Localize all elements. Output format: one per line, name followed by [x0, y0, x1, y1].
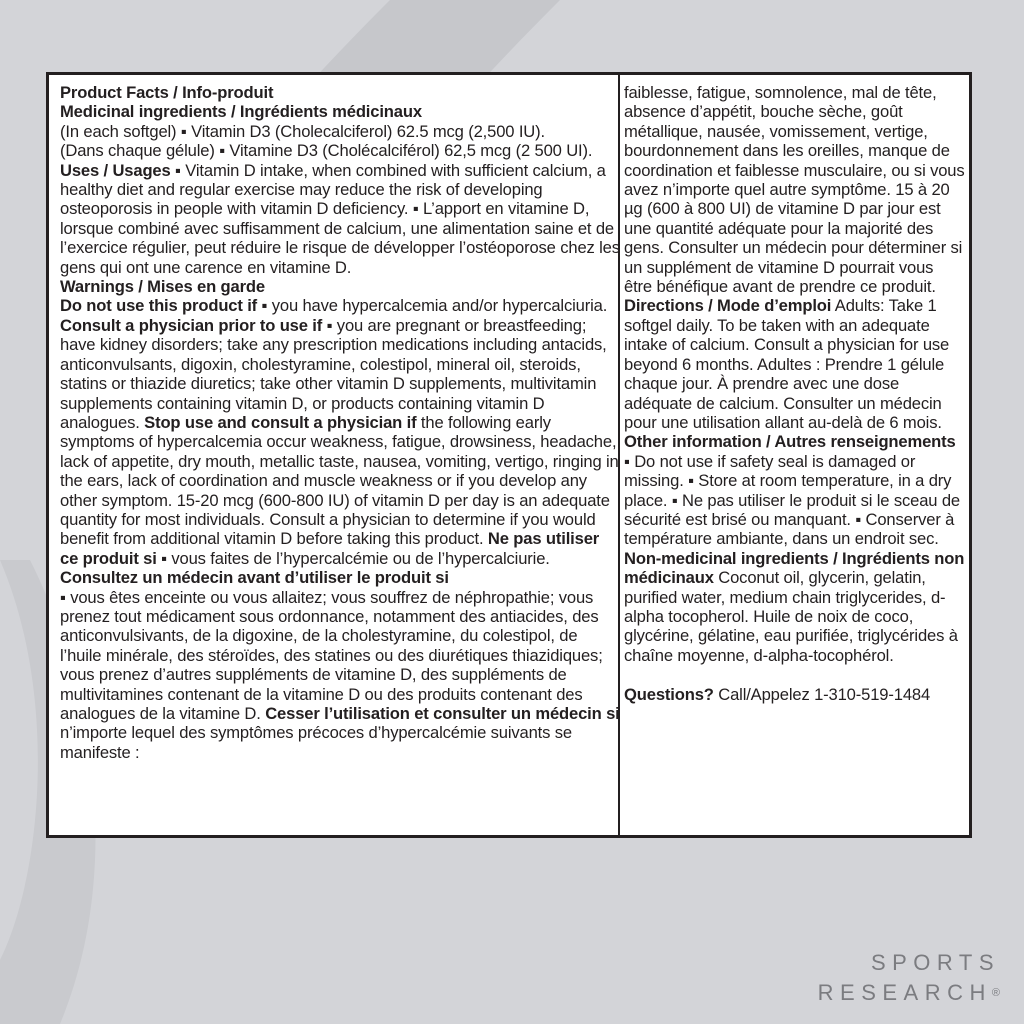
brand-line-sports: SPORTS — [870, 950, 1000, 975]
do-not-use-text: ▪ you have hypercalcemia and/or hypercalciuria. — [257, 296, 608, 316]
left-column — [60, 83, 621, 762]
stop-use-text: the following early symptoms of hypercalcemia occur weakness, fatigue, drowsiness, headache, lack of appetite, dry mouth, metallic taste, nausea, vomiting, vertigo, ringing in the ears, lack of coordination and muscle weakness or if you develop any other symptom. 15-20 mcg (600-800 IU) of vitamin D per day is an adequate quantity for most individuals. Consult a physician to determine if you would benefit from additional vitamin D before taking this product. — [60, 412, 619, 549]
ne-pas-utiliser-text: ▪ vous faites de l’hypercalcémie ou de l’hypercalciurie. — [156, 548, 550, 568]
warnings-heading: Warnings / Mises en garde — [60, 277, 265, 297]
cesser-utilisation-text: n’importe lequel des symptômes précoces d’hypercalcémie suivants se manifeste : — [60, 723, 572, 762]
uses-text: ▪ Vitamin D intake, when combined with sufficient calcium, a healthy diet and regular exercise may reduce the risk of developing osteoporosis in people with vitamin D deficiency. ▪ L’apport en vitamine D, lorsque combiné avec suffisamment de calcium, une alimentation saine et de l’exercice régulier, peut réduire le risque de développer l’ostéoporose chez les gens qui ont une carence en vitamine D. — [60, 160, 620, 277]
consult-physician-text: ▪ you are pregnant or breastfeeding; have kidney disorders; take any prescription medications including antacids, anticonvulsants, digoxin, cholestyramine, colestipol, mineral oil, steroids, statins or thiazide diuretics; take other vitamin D supplements, multivitamin supplements containing vitamin D, or products containing vitamin D analogues. — [60, 315, 607, 432]
brand-line-research-row — [818, 978, 1000, 1008]
questions-label: Questions? — [624, 684, 714, 704]
directions-paragraph — [624, 296, 965, 432]
right-column — [624, 83, 965, 704]
questions-text: Call/Appelez 1-310-519-1484 — [713, 684, 931, 704]
uses-label: Uses / Usages — [60, 160, 171, 180]
consultez-medecin-text: ▪ vous êtes enceinte ou vous allaitez; vous souffrez de néphropathie; vous prenez tout médicament sous ordonnance, notamment des antiacides, des anticonvulsivants, de la digoxine, de la cholestyramine, du colestipol, de l’huile minérale, des stéroïdes, des statines ou des diurétiques thiazidiques; vous prenez d’autres suppléments de vitamine D, des suppléments de multivitamines contenant de la vitamine D ou des produits contenant des analogues de la vitamine D. — [60, 587, 603, 723]
product-facts-panel — [46, 72, 972, 838]
registered-mark: ® — [991, 987, 1000, 999]
medicinal-ingredients-en: (In each softgel) ▪ Vitamin D3 (Cholecalciferol) 62.5 mcg (2,500 IU). — [60, 121, 545, 141]
uses-paragraph — [60, 161, 621, 277]
brand-line-research: RESEARCH — [817, 980, 992, 1005]
warnings-fr-paragraph — [60, 588, 621, 763]
non-medicinal-paragraph — [624, 549, 965, 665]
do-not-use-label: Do not use this product if — [60, 296, 258, 316]
product-facts-title: Product Facts / Info-produit — [60, 83, 274, 102]
non-medicinal-text: Coconut oil, glycerin, gelatin, purified water, medium chain triglycerides, d-alpha tocopherol. Huile de noix de coco, glycérine, gélatine, eau purifiée, triglycérides à chaîne moyenne, d-alpha-tocophérol. — [624, 568, 958, 665]
consultez-medecin-label: Consultez un médecin avant d’utiliser le produit si — [60, 568, 449, 588]
questions-paragraph — [624, 685, 965, 704]
warnings-paragraph — [60, 296, 621, 587]
medicinal-ingredients-heading: Medicinal ingredients / Ingrédients médicinaux — [60, 102, 422, 122]
stop-use-label: Stop use and consult a physician if — [144, 412, 417, 432]
ne-pas-utiliser-label: Ne pas utiliser ce produit si — [60, 529, 600, 568]
medicinal-ingredients-fr: (Dans chaque gélule) ▪ Vitamine D3 (Cholécalciférol) 62,5 mcg (2 500 UI). — [60, 141, 593, 161]
consult-physician-label: Consult a physician prior to use if — [60, 315, 323, 335]
non-medicinal-label: Non-medicinal ingredients / Ingrédients non médicinaux — [624, 548, 965, 588]
other-information-heading: Other information / Autres renseignements — [624, 432, 956, 452]
other-information-text: ▪ Do not use if safety seal is damaged or missing. ▪ Store at room temperature, in a dry place. ▪ Ne pas utiliser le produit si le sceau de sécurité est brisé ou manquant. ▪ Conserver à température ambiante, dans un endroit sec. — [624, 451, 960, 549]
directions-label: Directions / Mode d’emploi — [624, 296, 832, 316]
cesser-utilisation-label: Cesser l’utilisation et consulter un médecin si — [265, 704, 620, 723]
symptoms-fr-text: faiblesse, fatigue, somnolence, mal de tête, absence d’appétit, bouche sèche, goût métallique, nausée, vomissement, vertige, bourdonnement dans les oreilles, manque de coordination et faiblesse musculaire, ou si vous avez n’importe quel autre symptôme. 15 à 20 µg (600 à 800 UI) de vitamine D par jour est une quantité adéquate pour la majorité des gens. Consulter un médecin pour déterminer si un supplément de vitamine D pourrait vous être bénéfique avant de prendre ce produit. — [624, 83, 965, 297]
directions-text: Adults: Take 1 softgel daily. To be taken with an adequate intake of calcium. Consult a physician for use beyond 6 months. Adultes : Prendre 1 gélule chaque jour. À prendre avec une dose adéquate de calcium. Consulter un médecin pour une utilisation allant au-delà de 6 mois. — [624, 296, 950, 432]
brand-logo — [818, 948, 1000, 1008]
